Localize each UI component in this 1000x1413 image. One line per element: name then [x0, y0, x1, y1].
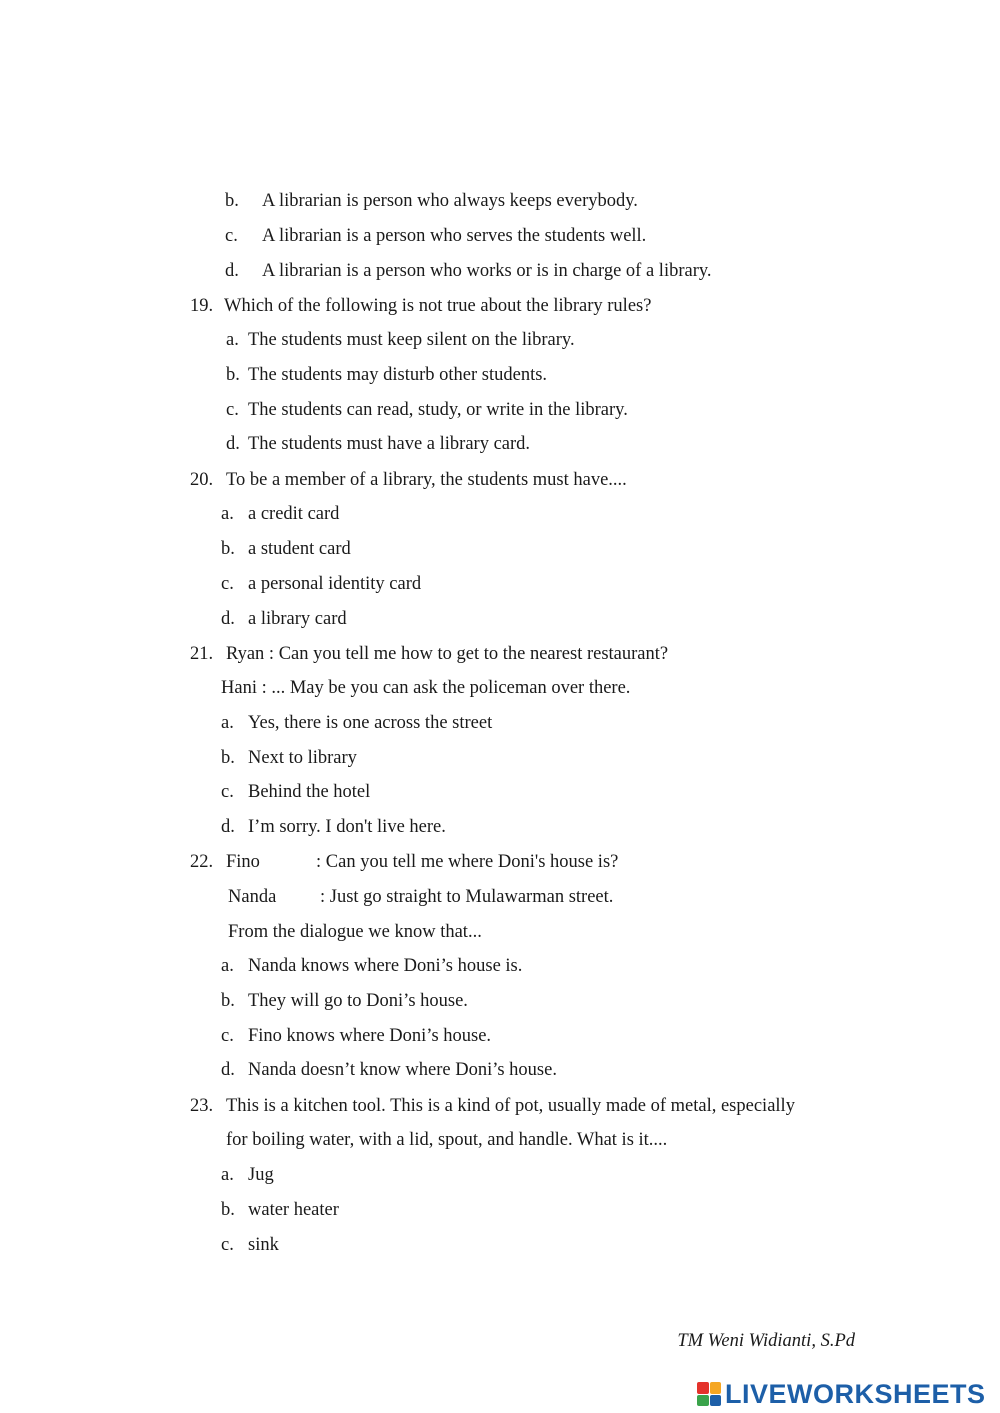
author-credit: TM Weni Widianti, S.Pd — [677, 1331, 855, 1351]
brand-name: LIVEWORKSHEETS — [725, 1379, 986, 1409]
option-text: A librarian is a person who serves the students well. — [262, 226, 647, 246]
option-letter: c. — [221, 574, 234, 594]
option-letter: b. — [221, 1200, 235, 1220]
logo-tile — [697, 1395, 709, 1407]
option-letter: c. — [221, 782, 234, 802]
question-text: for boiling water, with a lid, spout, and handle. What is it.... — [226, 1130, 668, 1150]
option-text: The students can read, study, or write in the library. — [248, 400, 628, 420]
option-text: Next to library — [248, 748, 357, 768]
question-text: To be a member of a library, the students must have.... — [226, 470, 627, 490]
option-letter: b. — [226, 365, 240, 385]
question-number: 22. — [190, 852, 214, 872]
option-letter: a. — [226, 330, 239, 350]
question-number: 20. — [190, 470, 214, 490]
option-text: a credit card — [248, 504, 340, 524]
option-letter: b. — [221, 748, 235, 768]
liveworksheets-brand[interactable] — [697, 1380, 986, 1408]
liveworksheets-logo-icon — [697, 1382, 721, 1406]
option-text: Jug — [248, 1165, 274, 1185]
option-letter: b. — [225, 191, 239, 211]
option-text: The students must keep silent on the library. — [248, 330, 575, 350]
question-prompt: From the dialogue we know that... — [228, 922, 482, 942]
option-letter: c. — [225, 226, 238, 246]
dialogue-line: Ryan : Can you tell me how to get to the nearest restaurant? — [226, 644, 669, 664]
option-letter: d. — [221, 817, 235, 837]
question-number: 21. — [190, 644, 214, 664]
option-text: A librarian is a person who works or is in charge of a library. — [262, 261, 712, 281]
option-text: The students must have a library card. — [248, 434, 531, 454]
option-text: Nanda knows where Doni’s house is. — [248, 956, 523, 976]
logo-tile — [710, 1395, 722, 1407]
option-letter: a. — [221, 504, 234, 524]
option-letter: a. — [221, 713, 234, 733]
option-text: water heater — [248, 1200, 339, 1220]
dialogue-line: : Just go straight to Mulawarman street. — [320, 887, 614, 907]
option-text: Fino knows where Doni’s house. — [248, 1026, 492, 1046]
option-letter: c. — [221, 1235, 234, 1255]
option-text: Behind the hotel — [248, 782, 371, 802]
option-letter: d. — [221, 1060, 235, 1080]
option-letter: b. — [221, 991, 235, 1011]
speaker-name: Fino — [226, 852, 260, 872]
option-text: Nanda doesn’t know where Doni’s house. — [248, 1060, 557, 1080]
question-text: This is a kitchen tool. This is a kind of pot, usually made of metal, especially — [226, 1096, 795, 1116]
option-letter: c. — [221, 1026, 234, 1046]
option-letter: d. — [226, 434, 240, 454]
dialogue-line: : Can you tell me where Doni's house is? — [316, 852, 619, 872]
logo-tile — [710, 1382, 722, 1394]
question-text: Which of the following is not true about the library rules? — [224, 296, 652, 316]
speaker-name: Nanda — [228, 887, 277, 907]
option-letter: a. — [221, 956, 234, 976]
option-text: a student card — [248, 539, 351, 559]
option-text: A librarian is person who always keeps everybody. — [262, 191, 638, 211]
option-text: a library card — [248, 609, 347, 629]
option-text: I’m sorry. I don't live here. — [248, 817, 446, 837]
option-text: a personal identity card — [248, 574, 422, 594]
logo-tile — [697, 1382, 709, 1394]
option-letter: d. — [221, 609, 235, 629]
option-text: They will go to Doni’s house. — [248, 991, 468, 1011]
option-letter: b. — [221, 539, 235, 559]
option-letter: c. — [226, 400, 239, 420]
question-number: 19. — [190, 296, 214, 316]
option-letter: d. — [225, 261, 239, 281]
option-letter: a. — [221, 1165, 234, 1185]
option-text: sink — [248, 1235, 279, 1255]
dialogue-line: Hani : ... May be you can ask the policeman over there. — [221, 678, 631, 698]
question-number: 23. — [190, 1096, 214, 1116]
option-text: Yes, there is one across the street — [248, 713, 493, 733]
option-text: The students may disturb other students. — [248, 365, 548, 385]
